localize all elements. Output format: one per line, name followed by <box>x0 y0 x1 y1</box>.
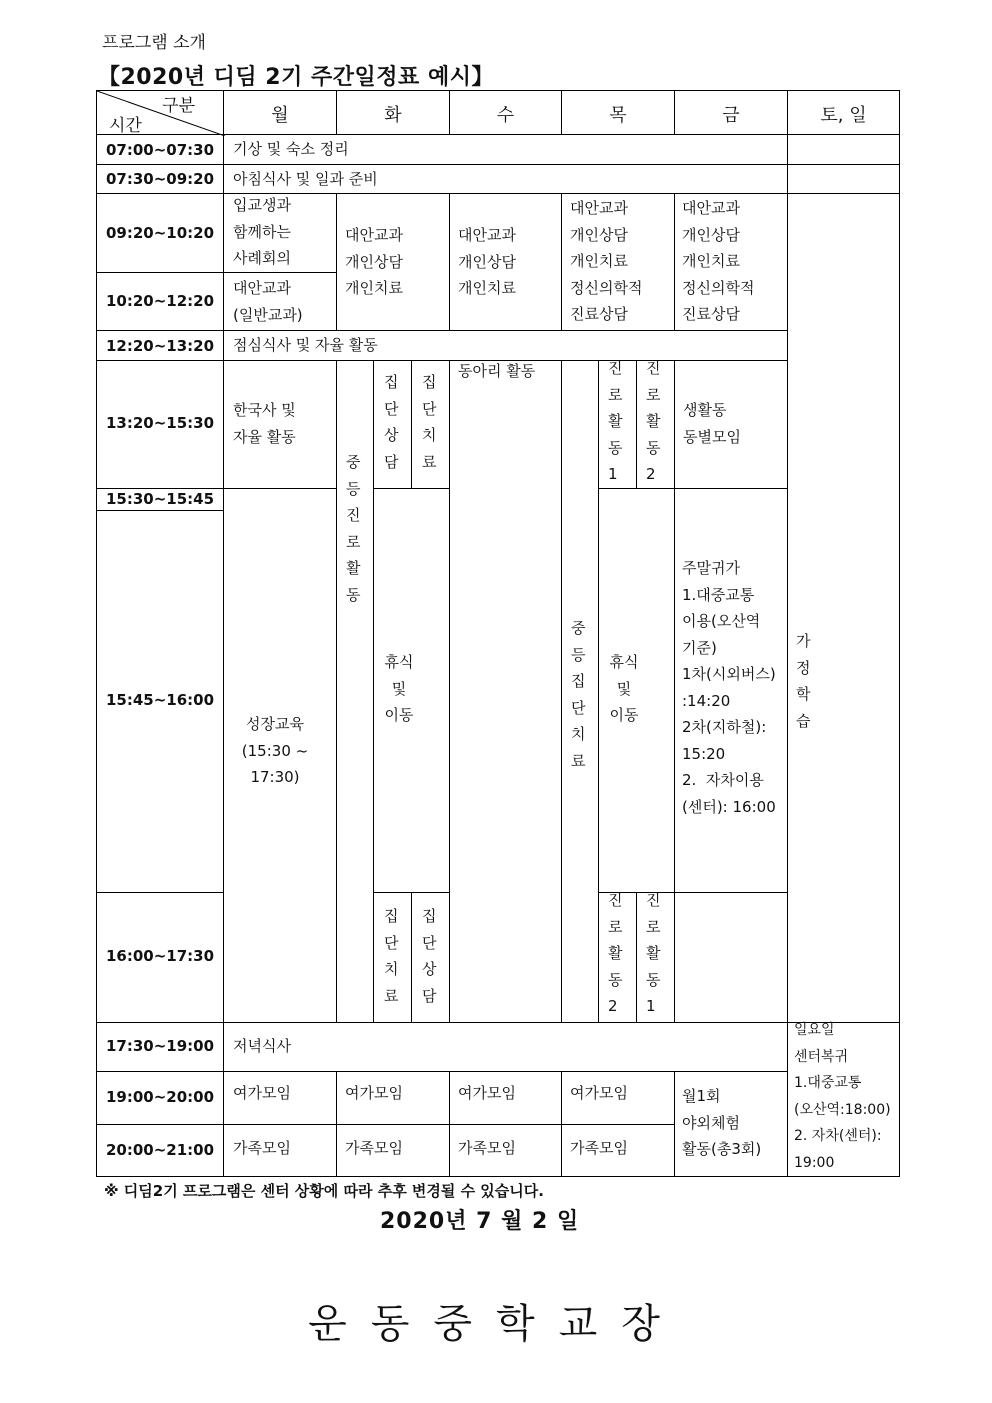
time-cell: 19:00~20:00 <box>96 1071 224 1125</box>
corner-bottom-label: 시간 <box>109 116 142 136</box>
tue-group-counsel-cell: 집 단 상 담 <box>373 360 412 489</box>
tue-group-counsel-cell: 집 단 상 담 <box>411 892 450 1023</box>
fri-weekend-home-cell: 주말귀가 1.대중교통 이용(오산역 기준) 1차(시외버스) :14:20 2차(지하철): 15:20 2. 자차이용 (센터): 16:00 <box>674 488 788 893</box>
thu-morning-cell: 대안교과 개인상담 개인치료 정신의학적 진료상담 <box>561 193 675 331</box>
mon-growth-cell: 성장교육 (15:30 ~ 17:30) <box>223 488 337 1023</box>
weekend-blank-cell <box>787 164 900 194</box>
tue-group-therapy-cell: 집 단 치 료 <box>411 360 450 489</box>
schedule-table <box>96 90 900 1177</box>
fri-blank-cell <box>674 892 788 1023</box>
dinner-cell: 저녁식사 <box>223 1022 788 1072</box>
family-cell: 가족모임 <box>336 1124 450 1177</box>
weekend-return-cell: 일요일 센터복귀 1.대중교통 (오산역:18:00) 2. 자차(센터): 19:00 <box>787 1022 900 1177</box>
fri-dorm-cell: 생활동 동별모임 <box>674 360 788 489</box>
thu-rest-cell: 휴식 및 이동 <box>598 488 675 893</box>
family-cell: 가족모임 <box>561 1124 675 1177</box>
mon-orientation-cell: 입교생과 함께하는 사례회의 <box>223 193 337 273</box>
time-cell: 15:45~16:00 <box>96 510 224 893</box>
corner-top-label: 구분 <box>162 96 195 116</box>
family-cell: 가족모임 <box>223 1124 337 1177</box>
mon-history-cell: 한국사 및 자율 활동 <box>223 360 337 489</box>
thu-career-cell: 진 로 활 동 1 <box>636 892 675 1023</box>
breakfast-cell: 아침식사 및 일과 준비 <box>223 164 788 194</box>
tue-morning-cell: 대안교과 개인상담 개인치료 <box>336 193 450 331</box>
hobby-cell: 여가모임 <box>561 1071 675 1125</box>
wed-morning-cell: 대안교과 개인상담 개인치료 <box>449 193 562 331</box>
time-cell: 13:20~15:30 <box>96 360 224 489</box>
time-cell: 17:30~19:00 <box>96 1022 224 1072</box>
thu-career-cell: 진 로 활 동 2 <box>636 360 675 489</box>
time-cell: 12:20~13:20 <box>96 330 224 361</box>
tue-career-cell: 중 등 진 로 활 동 <box>336 360 374 1023</box>
tue-group-therapy-cell: 집 단 치 료 <box>373 892 412 1023</box>
day-header-thu: 목 <box>561 90 675 135</box>
document-title: 【2020년 디딤 2기 주간일정표 예시】 <box>98 65 494 90</box>
weekend-study-cell: 가 정 학 습 <box>787 193 900 1023</box>
weekend-blank-cell <box>787 134 900 165</box>
day-header-tue: 화 <box>336 90 450 135</box>
day-header-mon: 월 <box>223 90 337 135</box>
thu-career-cell: 진 로 활 동 2 <box>598 892 637 1023</box>
time-cell: 10:20~12:20 <box>96 272 224 331</box>
day-header-fri: 금 <box>674 90 788 135</box>
time-cell: 20:00~21:00 <box>96 1124 224 1177</box>
time-cell: 07:00~07:30 <box>96 134 224 165</box>
hobby-cell: 여가모임 <box>336 1071 450 1125</box>
thu-career-cell: 진 로 활 동 1 <box>598 360 637 489</box>
wakeup-cell: 기상 및 숙소 정리 <box>223 134 788 165</box>
thu-group-therapy-cell: 중 등 집 단 치 료 <box>561 360 599 1023</box>
day-header-weekend: 토, 일 <box>787 90 900 135</box>
lunch-cell: 점심식사 및 자율 활동 <box>223 330 788 361</box>
hobby-cell: 여가모임 <box>223 1071 337 1125</box>
fri-morning-cell: 대안교과 개인상담 개인치료 정신의학적 진료상담 <box>674 193 788 331</box>
family-cell: 가족모임 <box>449 1124 562 1177</box>
time-cell: 15:30~15:45 <box>96 488 224 511</box>
corner-cell <box>96 90 224 135</box>
time-cell: 16:00~17:30 <box>96 892 224 1023</box>
wed-club-cell: 동아리 활동 <box>449 360 562 1023</box>
program-intro: 프로그램 소개 <box>102 33 206 53</box>
footnote: ※ 디딤2기 프로그램은 센터 상황에 따라 추후 변경될 수 있습니다. <box>104 1182 544 1200</box>
time-cell: 09:20~10:20 <box>96 193 224 273</box>
fri-outdoor-cell: 월1회 야외체험 활동(총3회) <box>674 1071 788 1177</box>
mon-alt-class-cell: 대안교과 (일반교과) <box>223 272 337 331</box>
tue-rest-cell: 휴식 및 이동 <box>373 488 450 893</box>
date-line: 2020년 7 월 2 일 <box>380 1209 580 1234</box>
day-header-wed: 수 <box>449 90 562 135</box>
time-cell: 07:30~09:20 <box>96 164 224 194</box>
signature: 운동중학교장 <box>308 1301 684 1347</box>
hobby-cell: 여가모임 <box>449 1071 562 1125</box>
